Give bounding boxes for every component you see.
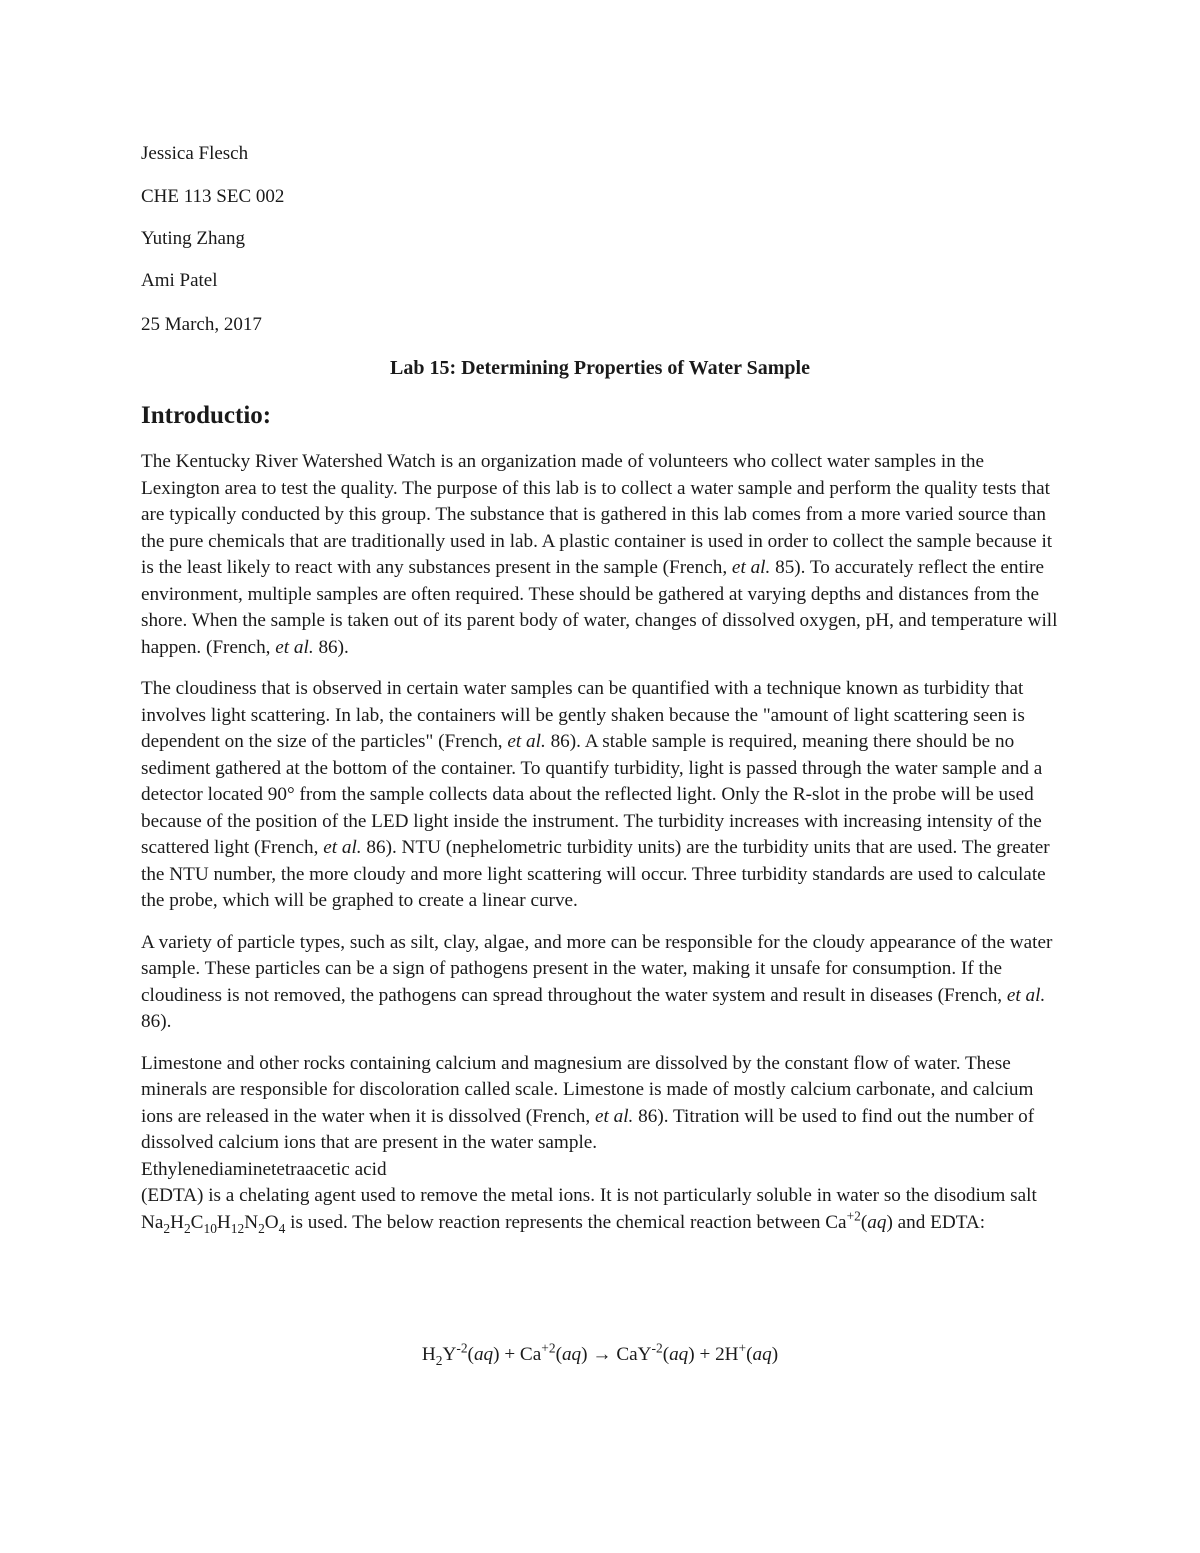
eq-superscript: +2 [541, 1340, 556, 1356]
eq-superscript: -2 [456, 1340, 468, 1356]
p2-text-a: The cloudiness that is observed in certain water samples can be quantified with a technique known as turbidity that involves light scattering. In lab, the containers will be gently shaken because the "amount of light scattering seen is dependent on the size of the particles" (French, [141, 678, 1025, 752]
p1-text-b: 85). To accurately reflect the entire environment, multiple samples are often required. These should be gathered at varying depths and distances from the shore. When the sample is taken out of its parent body of water, changes of dissolved oxygen, pH, and temperature will happen. (French, [141, 557, 1058, 658]
eq-term: + 2H [694, 1344, 739, 1365]
et-al-citation: et al. [507, 731, 546, 752]
chem-element: C [190, 1211, 204, 1233]
p2-text-b: 86). A stable sample is required, meaning there should be no sediment gathered at the bottom of the container. To quantify turbidity, light is passed through the water sample and a detector located 90° from the sample collects data about the reflected light. Only the R-slot in the probe will be used because of the position of the LED light inside the instrument. The turbidity increases with increasing intensity of the scattered light (French, [141, 731, 1043, 858]
paragraph-4: Limestone and other rocks containing calcium and magnesium are dissolved by the constant flow of water. These minerals are responsible for discoloration called scale. Limestone is made of mostly calcium carbonate, and calcium ions are released in the water when it is dissolved (French, et al. 86). Titration will be used to find out the number of dissolved calcium ions that are present in the water sample. Ethylenediaminetetraacetic acid (EDTA) is a chelating agent used to remove the metal ions. It is not particularly soluble in water so the disodium salt $Na_2H_2C_{10}H_{12}N_2O_4$ is used. The below reaction represents the chemical reaction between $Ca^{+2}(aq)$ and EDTA: [141, 1052, 1037, 1236]
chem-subscript: 2 [258, 1220, 265, 1236]
eq-arrow: → CaY [587, 1344, 652, 1365]
introduction-body [141, 449, 1059, 1236]
chem-element: N [244, 1211, 259, 1233]
p4-text-d: (EDTA) is a chelating agent used to remove the metal ions. It is not particularly soluble in water so the disodium salt Na [141, 1185, 1037, 1233]
p4-text-c: Ethylenediaminetetraacetic acid [141, 1158, 387, 1180]
paragraph-3 [141, 930, 1059, 1036]
p4-text-e: is used. The below reaction represents the chemical reaction between Ca [285, 1211, 847, 1233]
et-al-citation: et al. [594, 1105, 634, 1127]
aqueous-label: aq [473, 1344, 494, 1365]
eq-element: Y [442, 1344, 457, 1365]
et-al-citation: et al. [731, 557, 771, 578]
chem-subscript: 4 [278, 1220, 286, 1236]
author-name: Jessica Flesch [141, 143, 249, 164]
chemical-equation: $H_2Y^{-2}(aq) + Ca^{+2}(aq) \to CaY^{-2}(aq) + 2H^+(aq)$ [421, 1340, 779, 1368]
section-heading-introduction: Introductio: [141, 402, 272, 429]
aqueous-label: aq [752, 1344, 772, 1365]
eq-superscript: -2 [651, 1340, 663, 1356]
aqueous-label: aq [669, 1344, 689, 1365]
lab-partner-2: Ami Patel [141, 270, 218, 291]
p4-text-f: and EDTA: [892, 1211, 986, 1233]
chem-superscript: +2 [846, 1208, 861, 1224]
chem-subscript: 12 [230, 1220, 245, 1236]
chem-element: H [216, 1211, 231, 1233]
p2-text-c: 86). NTU (nephelometric turbidity units) are the turbidity units that are used. The greater the NTU number, the more cloudy and more light scattering will occur. Three turbidity standards are used to calculate the probe, which will be graphed to create a linear curve. [141, 837, 1050, 911]
lab-partner-1: Yuting Zhang [141, 228, 245, 249]
chem-subscript: 2 [183, 1220, 191, 1236]
eq-subscript: 2 [435, 1352, 443, 1368]
p4-text-b: 86). Titration will be used to find out the number of dissolved calcium ions that are present in the water sample. [141, 1105, 1035, 1153]
course-section: CHE 113 SEC 002 [141, 186, 285, 207]
aqueous-label: aq [561, 1344, 582, 1365]
report-date: 25 March, 2017 [141, 314, 262, 335]
chem-element: O [264, 1211, 279, 1233]
et-al-citation: et al. [323, 837, 362, 858]
p3-text-a: A variety of particle types, such as silt, clay, algae, and more can be responsible for the cloudy appearance of the water sample. These particles can be a sign of pathogens present in the water, making it unsafe for consumption. If the cloudiness is not removed, the pathogens can spread throughout the water system and result in diseases (French, [141, 931, 1053, 1006]
p4-text-a: Limestone and other rocks containing calcium and magnesium are dissolved by the constant flow of water. These minerals are responsible for discoloration called scale. Limestone is made of mostly calcium carbonate, and calcium ions are released in the water when it is dissolved (French, [141, 1052, 1034, 1127]
et-al-citation: et al. [1006, 984, 1046, 1006]
eq-superscript: + [738, 1340, 747, 1356]
chem-subscript: 10 [203, 1220, 217, 1236]
p1-text-c: 86). [318, 636, 349, 658]
eq-term: + Ca [499, 1344, 542, 1365]
chem-subscript: 2 [163, 1220, 171, 1236]
report-title: Lab 15: Determining Properties of Water Sample [390, 357, 810, 379]
p3-text-b: 86). [141, 1011, 172, 1032]
paragraph-2 [141, 676, 1059, 915]
p1-text-a: The Kentucky River Watershed Watch is an organization made of volunteers who collect water samples in the Lexington area to test the quality. The purpose of this lab is to collect a water sample and perform the quality tests that are typically conducted by this group. The substance that is gathered in this lab comes from a more varied source than the pure chemicals that are traditionally used in lab. A plastic container is used in order to collect the sample because it is the least likely to react with any substances present in the sample (French, [141, 451, 1053, 578]
eq-element: H [421, 1344, 436, 1365]
et-al-citation: et al. [275, 636, 314, 658]
chem-element: H [170, 1211, 184, 1233]
aqueous-label: aq [867, 1211, 887, 1233]
paragraph-1 [141, 449, 1059, 661]
